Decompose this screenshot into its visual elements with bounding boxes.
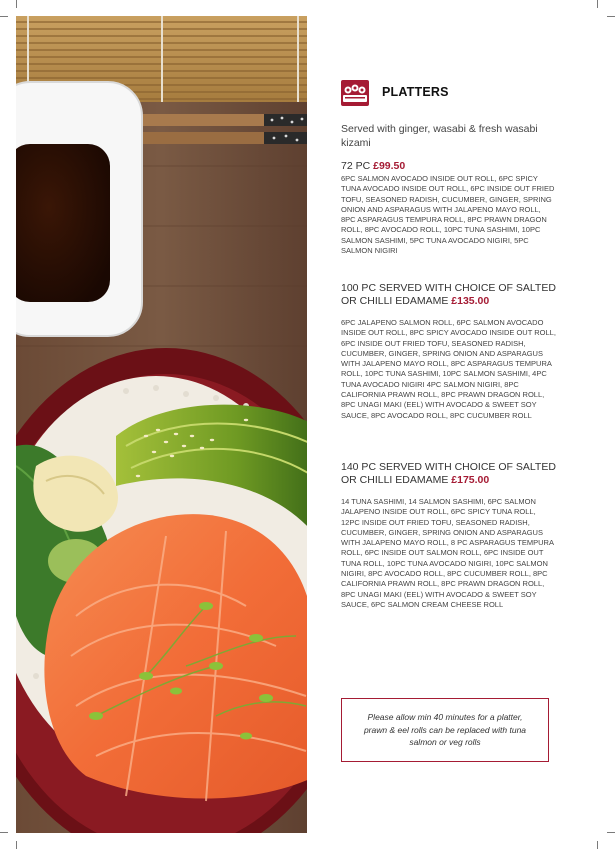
sushi-platter-icon	[341, 80, 369, 106]
platter-price: £99.50	[373, 160, 406, 172]
platter-size: 100 PC SERVED WITH CHOICE OF SALTED OR CHILLI EDAMAME	[341, 282, 556, 307]
platter-items: 14 TUNA SASHIMI, 14 SALMON SASHIMI, 6PC SALMON JALAPENO INSIDE OUT ROLL, 6PC SPICY TUNA ROLL, 12PC INSIDE OUT FRIED TOFU, SEASONED RADISH, CUCUMBER, GINGER, SPRING ONION AND ASPARAGUS WITH JALAPENO MAYO ROLL, 8 PC ASPARAGUS TEMPURA ROLL, 6PC INSIDE OUT SALMON ROLL, 6PC INSIDE OUT TUNA ROLL, 10PC TUNA AVOCADO NIGIRI, 10PC SALMON NIGIRI, 8PC AVOCADO ROLL, 8PC CUCUMBER ROLL, 8PC CALIFORNIA PRAWN ROLL, 8PC PRAWN DRAGON ROLL, 8PC UNAGI MAKI (EEL) WITH AVOCADO & SWEET SOY SAUCE, 6PC SALMON CREAM CHEESE ROLL	[341, 497, 554, 609]
crop-mark	[0, 16, 8, 17]
section-header	[341, 80, 571, 108]
platter-heading	[341, 282, 556, 308]
intro-text: Served with ginger, wasabi & fresh wasabi kizami	[341, 123, 538, 149]
platter-price: £175.00	[451, 474, 490, 486]
crop-mark	[16, 0, 17, 8]
crop-mark	[16, 841, 17, 849]
platter-size: 140 PC SERVED WITH CHOICE OF SALTED OR CHILLI EDAMAME	[341, 461, 556, 486]
crop-mark	[597, 841, 598, 849]
platter-72pc	[341, 160, 556, 256]
crop-mark	[607, 16, 615, 17]
platter-140pc	[341, 461, 556, 610]
page-title: PLATTERS	[382, 85, 449, 99]
note-text: Please allow min 40 minutes for a platter, prawn & eel rolls can be replaced with tuna salmon or veg rolls	[363, 712, 527, 748]
crop-mark	[607, 832, 615, 833]
crop-mark	[597, 0, 598, 8]
platter-price: £135.00	[451, 295, 490, 307]
platter-heading	[341, 461, 556, 487]
platter-items: 6PC SALMON AVOCADO INSIDE OUT ROLL, 6PC SPICY TUNA AVOCADO INSIDE OUT ROLL, 6PC INSIDE OUT FRIED TOFU, SEASONED RADISH, CUCUMBER, GINGER, SPRING ONION AND ASPARAGUS WITH JALAPENO MAYO ROLL, 8PC ASPARAGUS TEMPURA ROLL, 8PC PRAWN DRAGON ROLL, 8PC AVOCADO ROLL, 10PC TUNA SASHIMI, 10PC SALMON SASHIMI, 5PC TUNA AVOCADO NIGIRI, 5PC SALMON NIGIRI	[341, 174, 555, 256]
platter-100pc	[341, 282, 556, 421]
crop-mark	[0, 832, 8, 833]
food-photo	[16, 16, 307, 833]
platter-heading	[341, 160, 556, 173]
platter-size: 72 PC	[341, 160, 371, 172]
note-box	[341, 698, 549, 762]
platter-items: 6PC JALAPENO SALMON ROLL, 6PC SALMON AVOCADO INSIDE OUT ROLL, 8PC SPICY AVOCADO INSIDE OUT ROLL, 6PC INSIDE OUT FRIED TOFU, SEASONED RADISH, CUCUMBER, GINGER, SPRING ONION AND ASPARAGUS WITH JALAPENO MAYO ROLL, 8PC ASPARAGUS TEMPURA ROLL, 10PC TUNA SASHIMI, 10PC SALMON SASHIMI, 4PC TUNA AVOCADO NIGIRI 4PC SALMON NIGIRI, 8PC CALIFORNIA PRAWN ROLL, 8PC PRAWN DRAGON ROLL, 8PC UNAGI MAKI (EEL) WITH AVOCADO & SWEET SOY SAUCE, 8PC AVOCADO ROLL, 8PC CUCUMBER ROLL	[341, 318, 556, 420]
